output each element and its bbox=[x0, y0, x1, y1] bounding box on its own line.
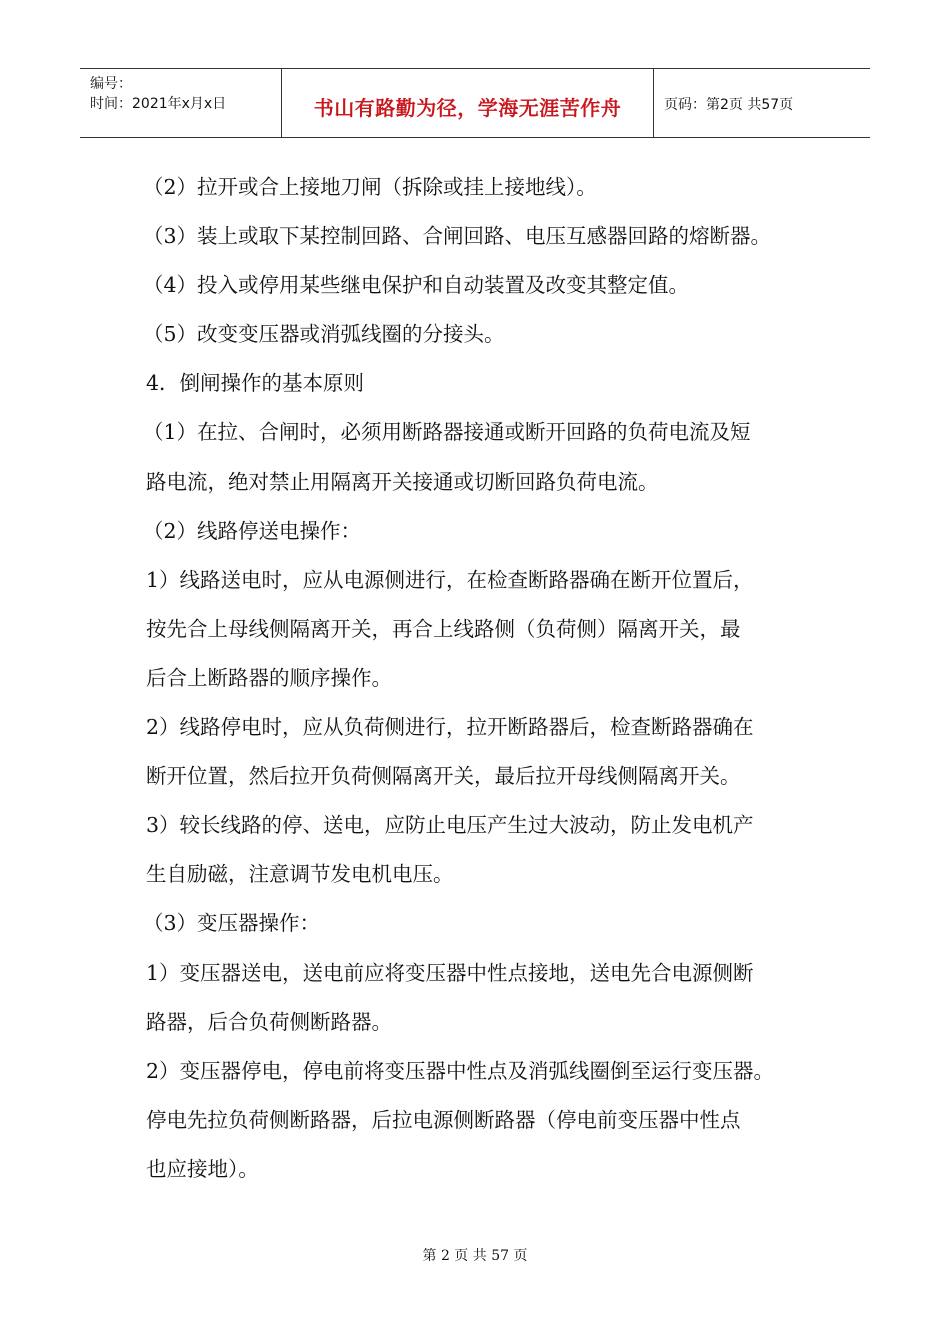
text-line: 也应接地）。 bbox=[146, 1156, 259, 1181]
text-line: 3）较长线路的停、送电，应防止电压产生过大波动，防止发电机产 bbox=[146, 813, 754, 838]
text-line: （2）拉开或合上接地刀闸（拆除或挂上接地线）。 bbox=[143, 175, 597, 199]
header-page-cell bbox=[654, 69, 870, 137]
page-header bbox=[80, 68, 870, 138]
header-motto-cell bbox=[282, 69, 654, 137]
text-line: （1）在拉、合闸时，必须用断路器接通或断开回路的负荷电流及短 bbox=[143, 420, 751, 445]
text-line: 断开位置，然后拉开负荷侧隔离开关，最后拉开母线侧隔离开关。 bbox=[146, 764, 741, 789]
text-line: （3）装上或取下某控制回路、合闸回路、电压互感器回路的熔断器。 bbox=[143, 224, 772, 249]
footer-page-number: 第 2 页 共 57 页 bbox=[422, 1248, 528, 1264]
page-footer bbox=[0, 1245, 950, 1265]
text-line: 2）变压器停电，停电前将变压器中性点及消弧线圈倒至运行变压器。 bbox=[146, 1058, 775, 1083]
text-line: 1）线路送电时，应从电源侧进行，在检查断路器确在断开位置后， bbox=[146, 567, 754, 592]
section-heading: 4．倒闸操作的基本原则 bbox=[146, 371, 365, 396]
text-line: 停电先拉负荷侧断路器，后拉电源侧断路器（停电前变压器中性点 bbox=[146, 1107, 741, 1132]
document-body bbox=[143, 163, 816, 1194]
text-line: 路电流，绝对禁止用隔离开关接通或切断回路负荷电流。 bbox=[146, 469, 659, 494]
text-line: 按先合上母线侧隔离开关，再合上线路侧（负荷侧）隔离开关，最 bbox=[146, 616, 741, 641]
text-line: 1）变压器送电，送电前应将变压器中性点接地，送电先合电源侧断 bbox=[146, 960, 754, 985]
text-line: 路器，后合负荷侧断路器。 bbox=[146, 1009, 392, 1034]
text-line: （2）线路停送电操作： bbox=[143, 518, 362, 543]
text-line: 后合上断路器的顺序操作。 bbox=[146, 665, 392, 690]
text-line: 2）线路停电时，应从负荷侧进行，拉开断路器后，检查断路器确在 bbox=[146, 715, 754, 740]
time-label: 时间：2021年x月x日 bbox=[90, 96, 227, 112]
page-info: 页码：第2页 共57页 bbox=[664, 97, 794, 113]
serial-label: 编号： bbox=[90, 76, 132, 92]
text-line: 生自励磁，注意调节发电机电压。 bbox=[146, 862, 454, 887]
header-meta-cell bbox=[80, 69, 282, 137]
text-line: （4）投入或停用某些继电保护和自动装置及改变其整定值。 bbox=[143, 273, 690, 298]
text-line: （5）改变变压器或消弧线圈的分接头。 bbox=[143, 322, 505, 347]
text-line: （3）变压器操作： bbox=[143, 911, 321, 936]
motto: 书山有路勤为径，学海无涯苦作舟 bbox=[313, 96, 622, 120]
